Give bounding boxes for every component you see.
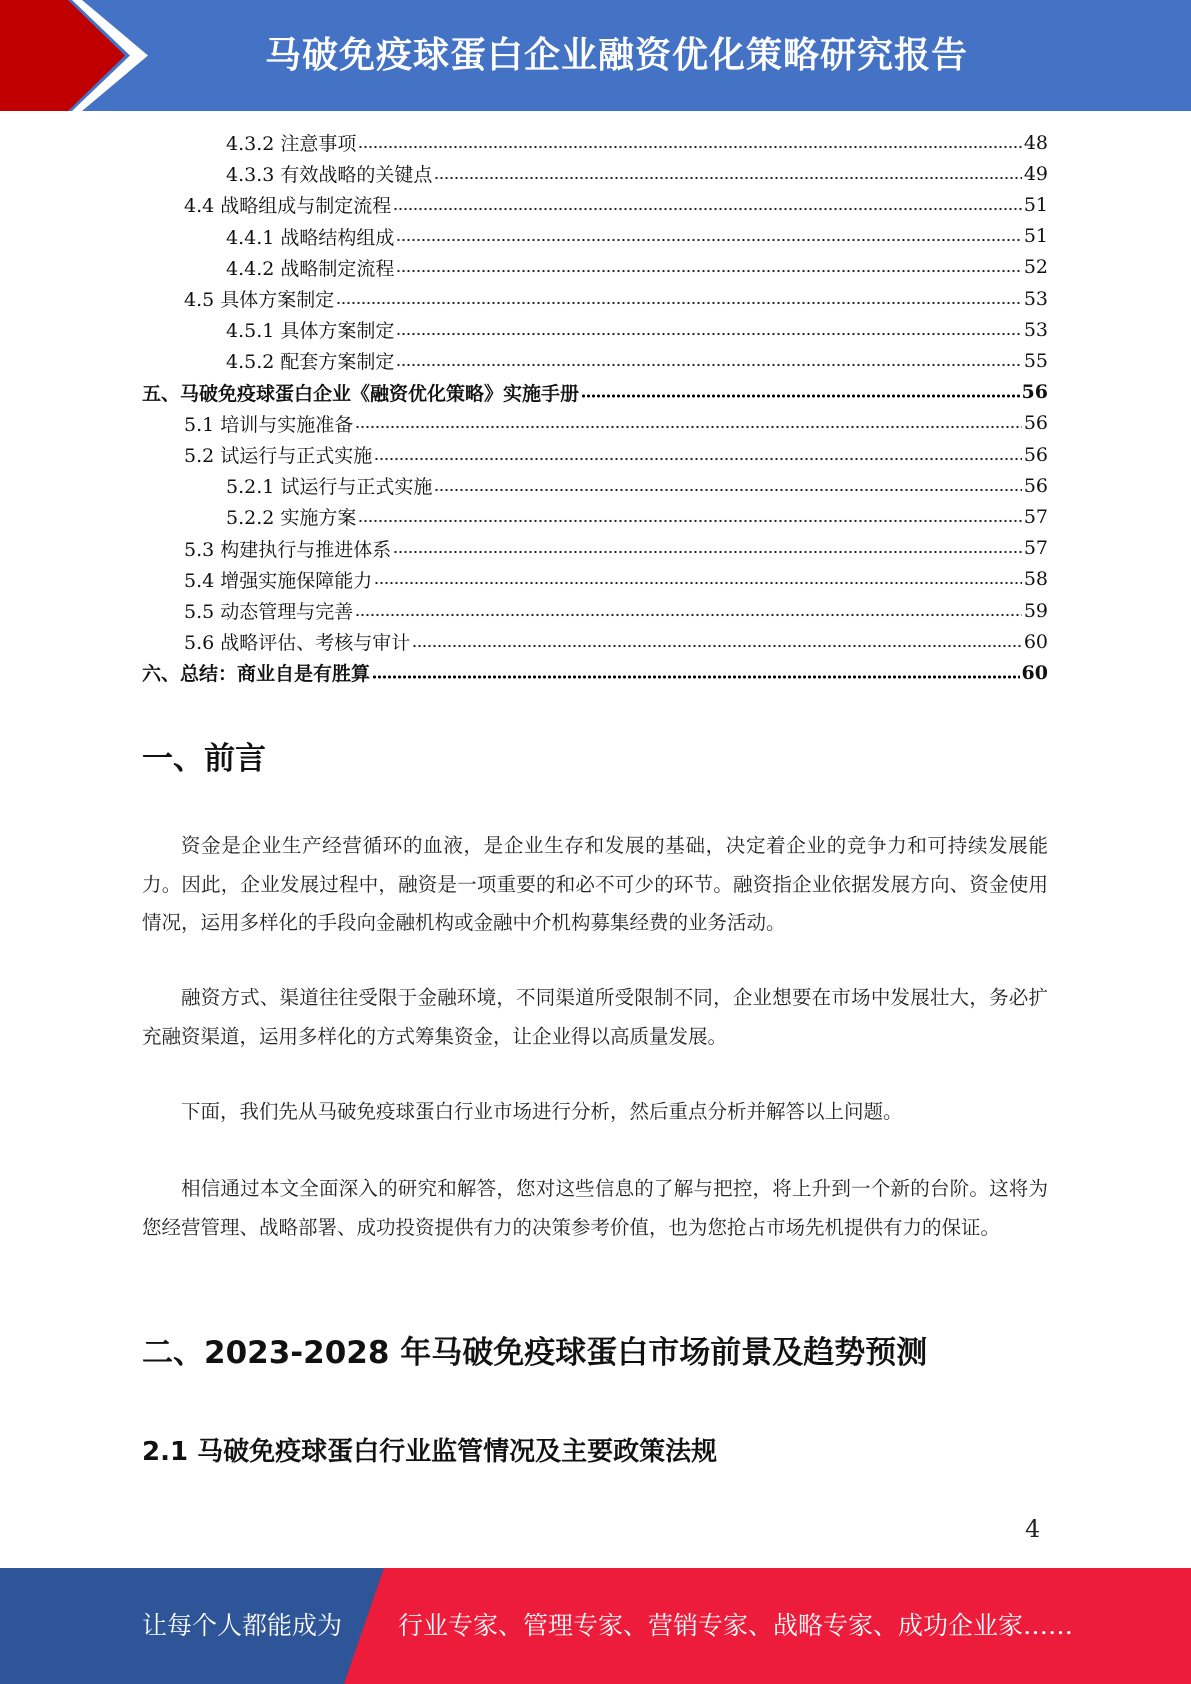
toc-entry[interactable] bbox=[226, 158, 1048, 189]
toc-entry[interactable] bbox=[226, 470, 1048, 501]
toc-dot-leader bbox=[396, 361, 1021, 369]
page-number: 4 bbox=[1025, 1515, 1041, 1543]
toc-entry-page: 52 bbox=[1023, 256, 1048, 279]
section-heading-market-outlook: 二、2023-2028 年马破免疫球蛋白市场前景及趋势预测 bbox=[142, 1335, 928, 1371]
toc-entry-page: 58 bbox=[1023, 568, 1048, 591]
toc-entry-page: 60 bbox=[1021, 661, 1048, 684]
toc-entry-page: 57 bbox=[1023, 505, 1048, 528]
toc-dot-leader bbox=[393, 548, 1022, 556]
toc-dot-leader bbox=[412, 642, 1022, 650]
paragraph: 相信通过本文全面深入的研究和解答，您对这些信息的了解与把控，将上升到一个新的台阶。这将为您经营管理、战略部署、成功投资提供有力的决策参考价值，也为您抢占市场先机提供有力的保证。 bbox=[142, 1177, 1048, 1239]
toc-dot-leader bbox=[434, 486, 1021, 494]
toc-entry[interactable] bbox=[142, 377, 1048, 408]
toc-entry-label: 5.2.2 实施方案 bbox=[226, 507, 357, 530]
toc-entry-label: 4.5 具体方案制定 bbox=[184, 289, 335, 311]
toc-entry-label: 4.4.1 战略结构组成 bbox=[226, 226, 395, 249]
toc-entry-page: 56 bbox=[1021, 381, 1048, 404]
toc-entry-page: 55 bbox=[1023, 349, 1048, 372]
header-band bbox=[0, 0, 1191, 111]
toc-entry-page: 49 bbox=[1023, 162, 1048, 185]
toc-entry-label: 4.4.2 战略制定流程 bbox=[226, 257, 395, 280]
section-heading-preface: 一、前言 bbox=[142, 741, 266, 777]
toc-entry-label: 4.5.2 配套方案制定 bbox=[226, 351, 395, 374]
toc-entry[interactable] bbox=[226, 221, 1048, 252]
toc-entry-page: 51 bbox=[1023, 225, 1048, 248]
paragraph: 融资方式、渠道往往受限于金融环境，不同渠道所受限制不同，企业想要在市场中发展壮大，务必扩充融资渠道，运用多样化的方式筹集资金，让企业得以高质量发展。 bbox=[142, 986, 1048, 1048]
toc-dot-leader bbox=[581, 392, 1020, 400]
subsection-heading-regulation: 2.1 马破免疫球蛋白行业监管情况及主要政策法规 bbox=[142, 1437, 718, 1467]
toc-entry-page: 48 bbox=[1023, 131, 1048, 154]
toc-entry-label: 5.1 培训与实施准备 bbox=[184, 413, 354, 436]
toc-entry-page: 53 bbox=[1023, 287, 1048, 310]
toc-entry[interactable] bbox=[184, 564, 1048, 595]
toc-entry[interactable] bbox=[184, 408, 1048, 439]
toc-entry[interactable] bbox=[226, 345, 1048, 376]
toc-entry[interactable] bbox=[184, 595, 1048, 626]
toc-dot-leader bbox=[372, 673, 1020, 681]
toc-dot-leader bbox=[374, 579, 1022, 587]
toc-dot-leader bbox=[434, 174, 1021, 182]
footer-slogan-left: 让每个人都能成为 bbox=[142, 1611, 343, 1640]
footer-slogan-right: 行业专家、管理专家、营销专家、战略专家、成功企业家…… bbox=[398, 1611, 1074, 1640]
toc-entry-label: 5.2 试运行与正式实施 bbox=[184, 445, 373, 467]
toc-dot-leader bbox=[396, 330, 1021, 338]
toc-entry-page: 57 bbox=[1023, 537, 1048, 560]
toc-entry-page: 51 bbox=[1023, 193, 1048, 216]
toc-entry-label: 4.3.3 有效战略的关键点 bbox=[226, 164, 433, 187]
toc-entry[interactable] bbox=[226, 314, 1048, 345]
toc-entry-label: 4.5.1 具体方案制定 bbox=[226, 320, 395, 343]
paragraph: 资金是企业生产经营循环的血液，是企业生存和发展的基础，决定着企业的竞争力和可持续发展能力。因此，企业发展过程中，融资是一项重要的和必不可少的环节。融资指企业依据发展方向、资金使用情况，运用多样化的手段向金融机构或金融中介机构募集经费的业务活动。 bbox=[142, 834, 1048, 934]
toc-dot-leader bbox=[355, 423, 1022, 431]
footer-band bbox=[0, 1568, 1191, 1684]
toc-entry-page: 56 bbox=[1023, 443, 1048, 466]
toc-entry[interactable] bbox=[226, 501, 1048, 532]
toc-entry[interactable] bbox=[142, 657, 1048, 688]
toc-entry-page: 59 bbox=[1023, 599, 1048, 622]
toc-entry[interactable] bbox=[184, 533, 1048, 564]
toc-entry-label: 5.3 构建执行与推进体系 bbox=[184, 538, 392, 561]
toc-entry-label: 5.6 战略评估、考核与审计 bbox=[184, 632, 411, 655]
toc-entry[interactable] bbox=[184, 439, 1048, 470]
toc-dot-leader bbox=[396, 236, 1021, 244]
toc-dot-leader bbox=[393, 205, 1022, 213]
toc-entry[interactable] bbox=[226, 252, 1048, 283]
toc-entry[interactable] bbox=[184, 283, 1048, 314]
toc-dot-leader bbox=[355, 611, 1022, 619]
toc-entry-page: 60 bbox=[1023, 630, 1048, 653]
toc-dot-leader bbox=[396, 267, 1021, 275]
header-arrow-decoration bbox=[0, 0, 160, 111]
toc-dot-leader bbox=[374, 455, 1022, 463]
toc-dot-leader bbox=[358, 143, 1021, 151]
toc-entry[interactable] bbox=[184, 189, 1048, 220]
toc-entry[interactable] bbox=[184, 626, 1048, 657]
toc-entry-label: 五、马破免疫球蛋白企业《融资优化策略》实施手册 bbox=[142, 382, 580, 405]
toc-dot-leader bbox=[336, 299, 1022, 307]
toc-dot-leader bbox=[358, 517, 1021, 525]
toc-entry[interactable] bbox=[226, 127, 1048, 158]
toc-entry-label: 5.5 动态管理与完善 bbox=[184, 601, 354, 623]
toc-entry-label: 5.2.1 试运行与正式实施 bbox=[226, 476, 433, 499]
toc-entry-label: 六、总结：商业自是有胜算 bbox=[142, 663, 371, 686]
toc-entry-label: 4.3.2 注意事项 bbox=[226, 133, 357, 155]
report-title: 马破免疫球蛋白企业融资优化策略研究报告 bbox=[265, 35, 969, 76]
paragraph: 下面，我们先从马破免疫球蛋白行业市场进行分析，然后重点分析并解答以上问题。 bbox=[181, 1100, 903, 1123]
toc-entry-page: 56 bbox=[1023, 412, 1048, 435]
toc-entry-label: 4.4 战略组成与制定流程 bbox=[184, 195, 392, 218]
toc-entry-page: 53 bbox=[1023, 318, 1048, 341]
toc-entry-label: 5.4 增强实施保障能力 bbox=[184, 569, 373, 592]
toc-entry-page: 56 bbox=[1023, 474, 1048, 497]
